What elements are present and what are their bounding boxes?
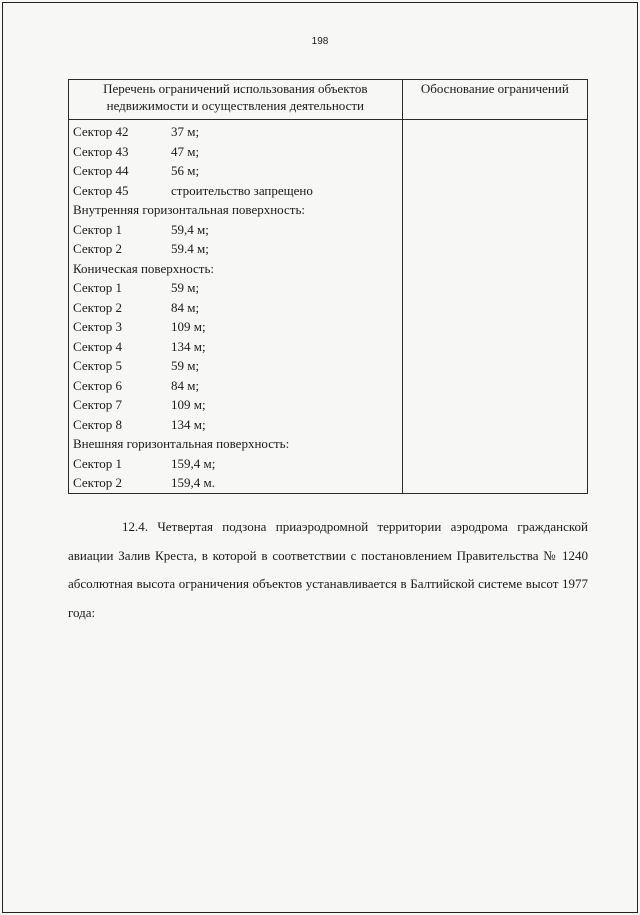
sector-label: Сектор 42 bbox=[73, 124, 129, 139]
height-limit-value: 109 м; bbox=[171, 397, 206, 412]
justification-cell bbox=[402, 120, 587, 494]
sector-row bbox=[73, 337, 402, 357]
height-limit-value: 59,4 м; bbox=[171, 221, 209, 237]
sector-label: Сектор 1 bbox=[73, 280, 123, 295]
sector-row bbox=[73, 317, 402, 337]
sector-row bbox=[73, 239, 402, 259]
sector-row bbox=[73, 122, 402, 142]
height-limit-value: 134 м; bbox=[171, 416, 206, 432]
height-limit-value: 84 м; bbox=[171, 377, 200, 393]
height-limit-value: 47 м; bbox=[171, 143, 200, 159]
sector-row bbox=[73, 220, 402, 240]
height-limit-value: 84 м; bbox=[171, 299, 200, 315]
sector-label: Сектор 45 bbox=[73, 182, 129, 198]
surface-heading: Коническая поверхность: bbox=[73, 260, 215, 276]
height-limit-value: 37 м; bbox=[171, 124, 200, 139]
sector-label: Сектор 7 bbox=[73, 397, 123, 412]
surface-heading: Внутренняя горизонтальная поверхность: bbox=[73, 202, 306, 217]
surface-heading: Внешняя горизонтальная поверхность: bbox=[73, 436, 290, 451]
sector-label: Сектор 5 bbox=[73, 358, 123, 373]
sector-label: Сектор 8 bbox=[73, 416, 123, 432]
height-limit-value: 109 м; bbox=[171, 319, 206, 334]
sector-label: Сектор 6 bbox=[73, 377, 123, 393]
sector-label: Сектор 4 bbox=[73, 338, 123, 354]
sector-row bbox=[73, 161, 402, 181]
sector-row bbox=[73, 376, 402, 396]
column-header-restrictions-line-1: Перечень ограничений использования объектов bbox=[103, 81, 368, 96]
sector-label: Сектор 43 bbox=[73, 143, 129, 159]
sector-label: Сектор 2 bbox=[73, 241, 123, 256]
sector-row bbox=[73, 395, 402, 415]
height-limit-value: строительство запрещено bbox=[171, 182, 313, 198]
column-header-restrictions-line-2: недвижимости и осуществления деятельности bbox=[106, 98, 365, 113]
sector-row bbox=[73, 278, 402, 298]
sector-label: Сектор 3 bbox=[73, 319, 123, 334]
height-limit-value: 159,4 м; bbox=[171, 455, 216, 471]
table-body-row bbox=[69, 120, 588, 494]
column-header-justification: Обоснование ограничений bbox=[402, 80, 587, 120]
sector-row bbox=[73, 473, 402, 493]
height-limit-value: 56 м; bbox=[171, 163, 200, 178]
table-header-row bbox=[69, 80, 588, 120]
column-header-restrictions bbox=[69, 80, 403, 120]
height-limit-value: 134 м; bbox=[171, 338, 206, 354]
sector-label: Сектор 1 bbox=[73, 221, 123, 237]
sector-row bbox=[73, 454, 402, 474]
restrictions-cell bbox=[69, 120, 403, 494]
restrictions-table bbox=[68, 79, 588, 494]
sector-row bbox=[73, 142, 402, 162]
sector-row bbox=[73, 181, 402, 201]
sector-row bbox=[73, 356, 402, 376]
sector-label: Сектор 2 bbox=[73, 475, 123, 490]
sector-label: Сектор 1 bbox=[73, 455, 123, 471]
restrictions-list bbox=[69, 120, 402, 493]
height-limit-value: 159,4 м. bbox=[171, 475, 215, 490]
paragraph-12-4: 12.4. Четвертая подзона приаэродромной территории аэродрома гражданской авиации Залив Креста, в которой в соответствии с постановлением Правительства № 1240 абсолютная высота ограничения объектов устанавливается в Балтийской системе высот 1977 года: bbox=[68, 519, 588, 620]
sector-label: Сектор 44 bbox=[73, 163, 129, 178]
height-limit-value: 59.4 м; bbox=[171, 241, 209, 256]
height-limit-value: 59 м; bbox=[171, 358, 200, 373]
page-number: 198 bbox=[311, 36, 329, 47]
sector-label: Сектор 2 bbox=[73, 299, 123, 315]
height-limit-value: 59 м; bbox=[171, 280, 200, 295]
sector-row bbox=[73, 298, 402, 318]
sector-row bbox=[73, 415, 402, 435]
